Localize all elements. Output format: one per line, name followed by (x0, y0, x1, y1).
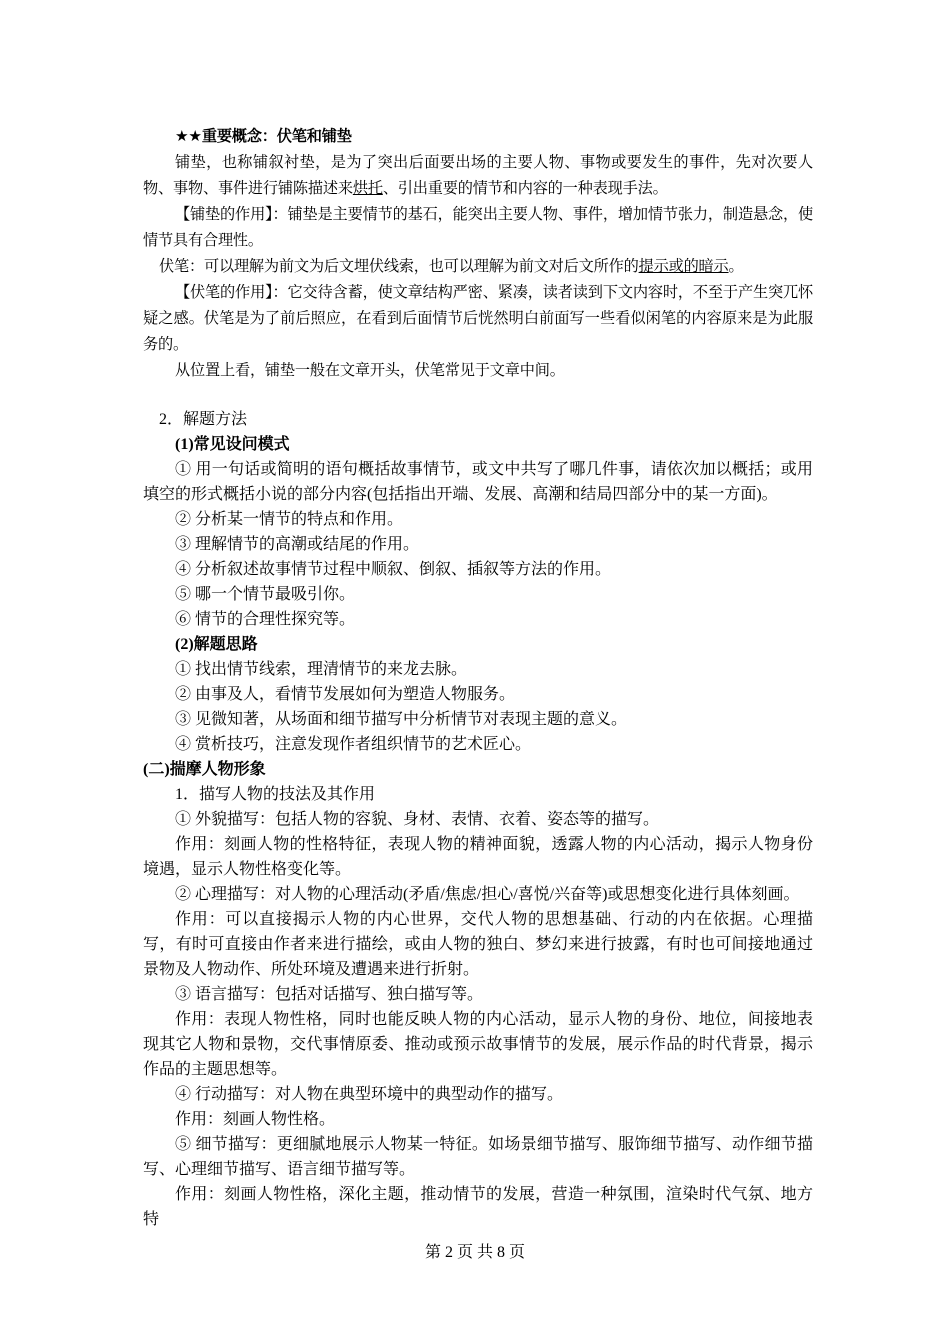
character-paragraph: ① 外貌描写：包括人物的容貌、身材、表情、衣着、姿态等的描写。 (175, 811, 660, 828)
solving-approach-item: ③ 见微知著，从场面和细节描写中分析情节对表现主题的意义。 (175, 711, 628, 728)
question-pattern-item: ① 用一句话或简明的语句概括故事情节，或文中共写了哪几件事，请依次加以概括；或用填空的形式概括小说的部分内容(包括指出开端、发展、高潮和结局四部分中的某一方面)。 (143, 461, 813, 503)
question-patterns-heading: (1)常见设问模式 (175, 436, 290, 453)
pudian-role: 【铺垫的作用】：铺垫是主要情节的基石，能突出主要人物、事件，增加情节张力，制造悬念，使情节具有合理性。 (143, 205, 813, 249)
question-pattern-item: ⑤ 哪一个情节最吸引你。 (175, 586, 356, 603)
concept-heading: ★★重要概念：伏笔和铺垫 (175, 127, 352, 145)
position-note: 从位置上看，铺垫一般在文章开头，伏笔常见于文章中间。 (175, 361, 565, 379)
question-pattern-item: ⑥ 情节的合理性探究等。 (175, 611, 356, 628)
solving-approach-heading: (2)解题思路 (175, 636, 258, 653)
methods-title: 2．解题方法 (159, 411, 248, 428)
pudian-definition (143, 149, 813, 201)
pudian-definition-end: 、引出重要的情节和内容的一种表现手法。 (382, 179, 668, 197)
question-pattern-item: ④ 分析叙述故事情节过程中顺叙、倒叙、插叙等方法的作用。 (175, 561, 612, 578)
fubi-definition-text: 伏笔：可以理解为前文为后文埋伏线索，也可以理解为前文对后文所作的 (159, 257, 639, 275)
methods-section (143, 407, 813, 1232)
character-subtitle: 1．描写人物的技法及其作用 (175, 786, 376, 803)
fubi-role: 【伏笔的作用】：它交待含蓄，使文章结构严密、紧凑，读者读到下文内容时，不至于产生突兀怀疑之感。伏笔是为了前后照应，在看到后面情节后恍然明白前面写一些看似闲笔的内容原来是为此服务的。 (143, 283, 813, 353)
character-paragraph: ④ 行动描写：对人物在典型环境中的典型动作的描写。 (175, 1086, 564, 1103)
character-section-heading: (二)揣摩人物形象 (143, 761, 266, 778)
character-paragraph: ⑤ 细节描写：更细腻地展示人物某一特征。如场景细节描写、服饰细节描写、动作细节描写、心理细节描写、语言细节描写等。 (143, 1136, 813, 1178)
fubi-definition-end: 。 (728, 257, 744, 275)
solving-approach-item: ④ 赏析技巧，注意发现作者组织情节的艺术匠心。 (175, 736, 532, 753)
solving-approach-item: ② 由事及人，看情节发展如何为塑造人物服务。 (175, 686, 516, 703)
fubi-underlined-term: 提示或的暗示 (638, 257, 729, 275)
fubi-definition (143, 253, 813, 279)
character-paragraph: 作用：刻画人物性格，深化主题，推动情节的发展，营造一种氛围，渲染时代气氛、地方特 (143, 1186, 813, 1228)
question-pattern-item: ② 分析某一情节的特点和作用。 (175, 511, 404, 528)
character-paragraph: 作用：可以直接揭示人物的内心世界，交代人物的思想基础、行动的内在依据。心理描写，有时可直接由作者来进行描绘，或由人物的独白、梦幻来进行披露，有时也可间接地通过景物及人物动作、所处环境及遭遇来进行折射。 (143, 911, 813, 978)
character-paragraph: 作用：表现人物性格，同时也能反映人物的内心活动，显示人物的身份、地位，间接地表现其它人物和景物，交代事情原委、推动或预示故事情节的发展，展示作品的时代背景，揭示作品的主题思想等。 (143, 1011, 813, 1078)
character-paragraph: 作用：刻画人物性格。 (175, 1111, 336, 1128)
concept-section (143, 123, 813, 383)
pudian-definition-text: 铺垫，也称铺叙衬垫，是为了突出后面要出场的主要人物、事物或要发生的事件，先对次要人物、事物、事件进行铺陈描述来 (143, 153, 813, 197)
section-gap (143, 383, 813, 407)
character-paragraph: 作用：刻画人物的性格特征，表现人物的精神面貌，透露人物的内心活动，揭示人物身份境遇，显示人物性格变化等。 (143, 836, 813, 878)
character-paragraph: ③ 语言描写：包括对话描写、独白描写等。 (175, 986, 484, 1003)
solving-approach-item: ① 找出情节线索，理清情节的来龙去脉。 (175, 661, 468, 678)
page-content (143, 123, 813, 1232)
page-footer: 第 2 页 共 8 页 (424, 1244, 525, 1261)
question-pattern-item: ③ 理解情节的高潮或结尾的作用。 (175, 536, 420, 553)
character-paragraph: ② 心理描写：对人物的心理活动(矛盾/焦虑/担心/喜悦/兴奋等)或思想变化进行具体刻画。 (175, 886, 800, 903)
pudian-underlined-term: 烘托 (352, 179, 383, 197)
